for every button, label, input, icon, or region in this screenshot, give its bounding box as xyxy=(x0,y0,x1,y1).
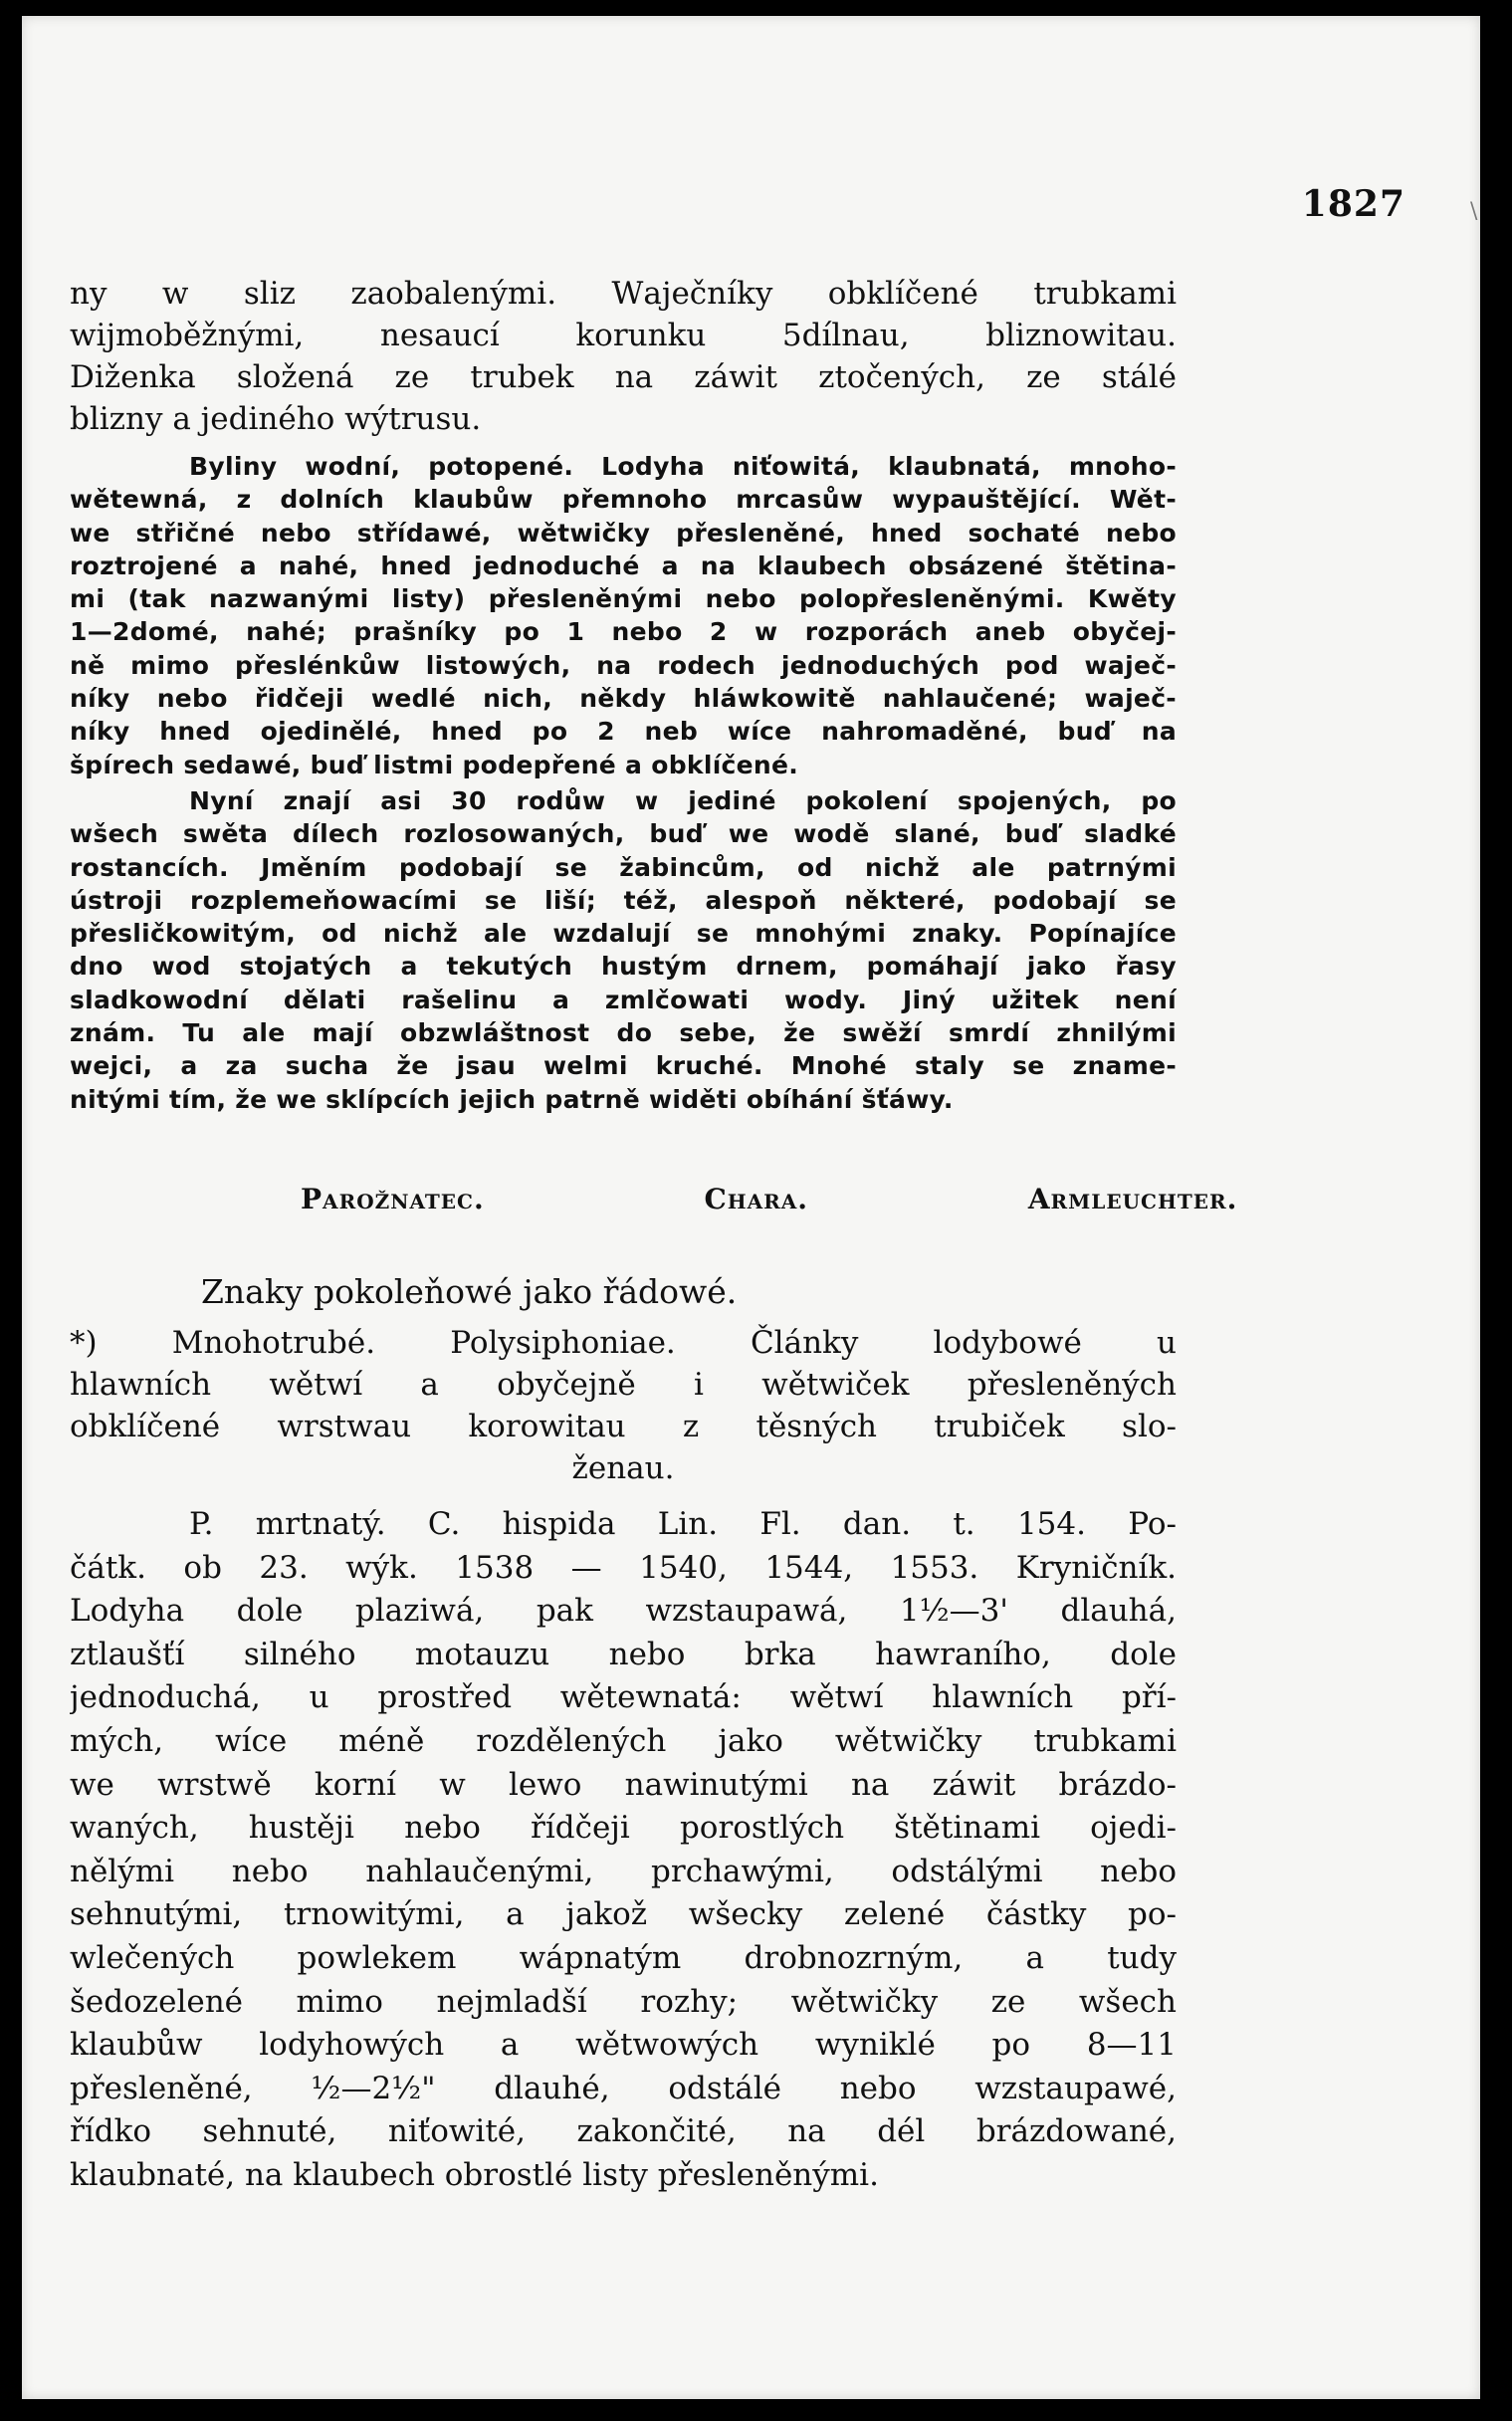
text-line: Dižеnka složená ze trubek na záwit ztočených, ze stálé xyxy=(70,359,1177,395)
text-line: nitými tím, že we sklípcích jejich patrně widěti obíhání šťáwy. xyxy=(70,1084,954,1114)
genus-name-czech: Parožnatec. xyxy=(301,1183,485,1215)
text-line: čátk. ob 23. wýk. 1538 — 1540, 1544, 1553. Kryničník. xyxy=(70,1549,1177,1586)
text-line: hlawních wětwí a obyčejně i wětwiček přesleněných xyxy=(70,1367,1177,1403)
text-line: přesleněné, ½—2½" dlauhé, odstálé nebo wzstaupawé, xyxy=(70,2070,1177,2106)
text-line: blizny a jediného wýtrusu. xyxy=(70,401,482,437)
genus-heading xyxy=(70,1183,1238,1215)
text-line: roztrojené a nahé, hned jednoduché a na klaubech obsázené štětina- xyxy=(70,550,1177,580)
text-line: waných, hustěji nebo řídčeji porostlých štětinami ojedi- xyxy=(70,1810,1177,1847)
text-line: we střičné nebo střídawé, wětwičky přeslеněné, hned sochaté nebo xyxy=(70,518,1177,548)
text-line: znám. Tu ale mají obzwláštnost do sebe, že swěží smrdí zhnilými xyxy=(70,1018,1177,1048)
text-line: jednoduchá, u prostřed wětewnatá: wětwí hlawních pří- xyxy=(70,1679,1177,1716)
text-line: Byliny wodní, potopené. Lodyha niťowitá, klaubnatá, mnoho- xyxy=(189,452,1177,481)
section-subheading: Znaky pokoleňowé jako řádowé. xyxy=(201,1272,738,1311)
paragraph-description xyxy=(70,450,1177,781)
text-line: sladkowodní dělati rašelinu a zmlčowati wody. Jiný užitek není xyxy=(70,985,1177,1014)
text-line: ztlaušťí silného motauzu nebo brka hawraního, dole xyxy=(70,1636,1177,1672)
edge-mark: \ xyxy=(1470,199,1478,224)
text-line: wijmoběžnými, nesaucí korunku 5dílnau, bliznowitau. xyxy=(70,318,1177,353)
genus-name-latin: Chara. xyxy=(704,1183,809,1215)
text-line: níky nebo řidčeji wedlé nich, někdy hláwkowitě nahlaučené; wаječ- xyxy=(70,684,1177,714)
genus-name-german: Armleuchter. xyxy=(1027,1183,1238,1215)
text-line: ny w sliz zaobalenými. Wаječníky obklíčené trubkami xyxy=(70,276,1177,312)
text-line: obklíčené wrstwau korowitau z těsných trubiček slo- xyxy=(70,1409,1177,1444)
text-line: wejci, a za sucha že jsau welmi kruché. Mnohé staly se zname- xyxy=(70,1051,1177,1081)
text-line: dno wod stojatých a tekutých hustým drnem, pomáhají jako řasy xyxy=(70,952,1177,982)
section-polysiphoniae xyxy=(70,1322,1177,1489)
text-line: přesličkowitým, od nichž ale wzdalují se mnohými znaky. Popínajíce xyxy=(70,919,1177,949)
text-line: sehnutými, trnowitými, a jakož wšecky zelené částky po- xyxy=(70,1896,1177,1933)
text-line: řídko sehnuté, niťowité, zakončité, na dél brázdowané, xyxy=(70,2113,1177,2150)
species-description xyxy=(70,1503,1177,2198)
text-line: P. mrtnatý. C. hispida Lin. Fl. dan. t. 154. Po- xyxy=(189,1506,1177,1542)
text-line: nělými nebo nahlaučenými, prchawými, odstálými nebo xyxy=(70,1853,1177,1889)
page-number: 1827 xyxy=(1301,183,1405,225)
text-line: klaubůw lodyhowých a wětwowých wyniklé po 8—11 xyxy=(70,2027,1177,2064)
text-line: wšech swěta dílech rozlosowaných, buď we wodě slané, buď sladké xyxy=(70,819,1177,849)
text-line: *) Mnohotrubé. Polysiphoniae. Články lodybowé u xyxy=(70,1325,1177,1361)
text-line: rostancích. Jměním podobají se žabincům, od nichž ale patrnými xyxy=(70,852,1177,882)
text-line: špírech sedawé, buď listmi podepřené a obklíčené. xyxy=(70,750,799,779)
text-line: wlečených powlekem wápnatým drobnozrným, a tudy xyxy=(70,1939,1177,1976)
text-line: klaubnaté, na klaubech obrostlé listy přesleněnými. xyxy=(70,2156,879,2193)
text-line: mých, wíce méně rozdělených jako wětwičky trubkami xyxy=(70,1722,1177,1759)
paragraph-intro xyxy=(70,273,1177,440)
text-line: ně mimo přeslénkůw listowých, na rodech jednoduchých pod wаječ- xyxy=(70,650,1177,680)
text-line: šedozelené mimo nejmladší rozhy; wětwičky ze wšech xyxy=(70,1983,1177,2020)
paragraph-notes xyxy=(70,784,1177,1116)
text-line: ženau. xyxy=(571,1450,675,1486)
text-line: mi (tak nazwanými listy) přesleněnými nebo polopřesleněnými. Kwěty xyxy=(70,584,1177,614)
text-line: we wrstwě korní w lewo nawinutými na záwit brázdo- xyxy=(70,1766,1177,1803)
text-line: ústroji rozplemeňowacími se liší; též, alespoň některé, podobají se xyxy=(70,885,1177,915)
text-line: Lodyha dole plaziwá, pak wzstaupawá, 1½—3' dlauhá, xyxy=(70,1593,1177,1630)
text-line: 1—2domé, nahé; prašníky po 1 nebo 2 w rozporách aneb obyčej- xyxy=(70,617,1177,647)
book-page xyxy=(22,16,1480,2399)
text-line: Nyní znají asi 30 rodůw w jediné pokolení spojených, po xyxy=(189,786,1177,815)
text-line: níky hned ojedinělé, hned po 2 neb wíce nahromaděné, buď na xyxy=(70,717,1177,747)
text-line: wětewná, z dolních klaubůw přemnoho mrcasůw wypauštějící. Wět- xyxy=(70,485,1177,515)
